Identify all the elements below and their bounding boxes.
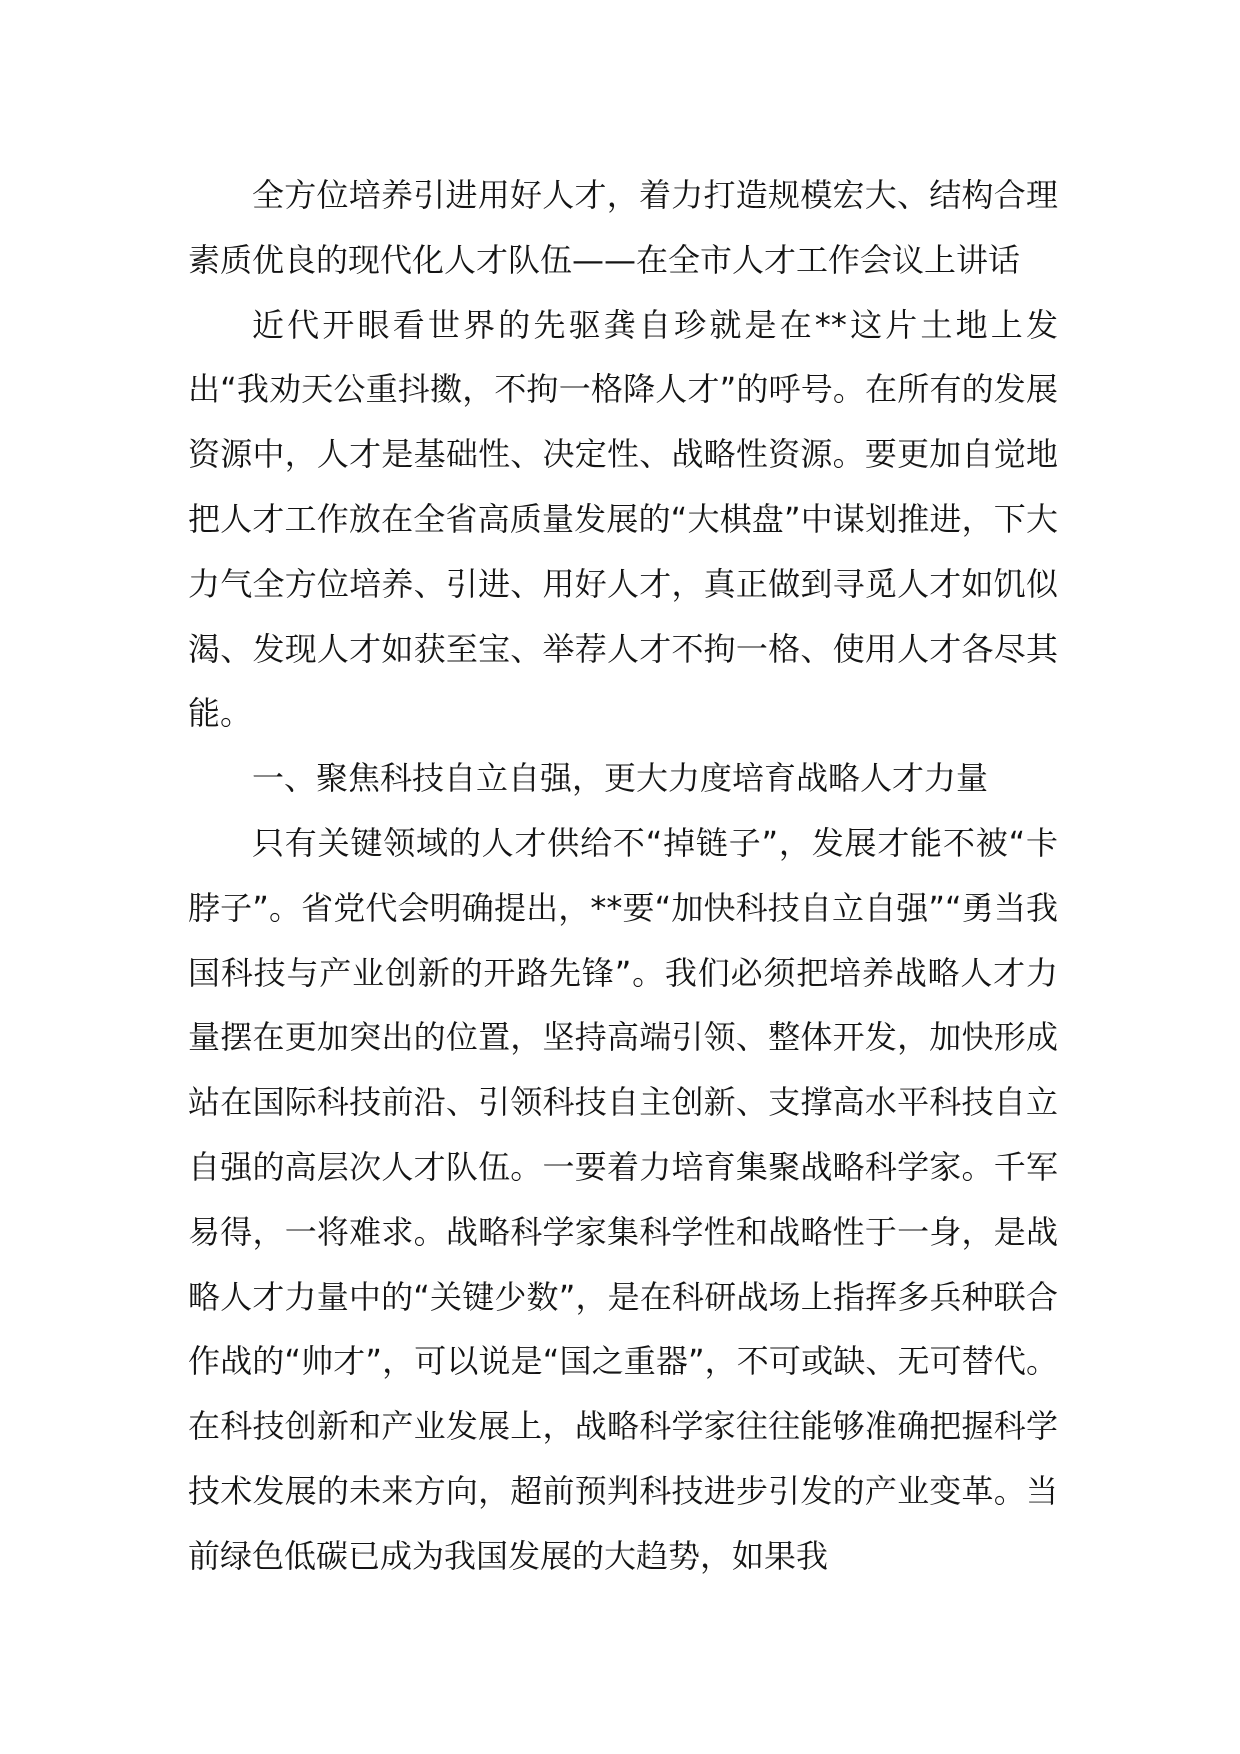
section-1-paragraph: 只有关键领域的人才供给不“掉链子”，发展才能不被“卡脖子”。省党代会明确提出，**要“加快科技自立自强”“勇当我国科技与产业创新的开路先锋”。我们必须把培养战略人才力量摆在更加突出的位置，坚持高端引领、整体开发，加快形成站在国际科技前沿、引领科技自主创新、支撑高水平科技自立自强的高层次人才队伍。一要着力培育集聚战略科学家。千军易得，一将难求。战略科学家集科学性和战略性于一身，是战略人才力量中的“关键少数”，是在科研战场上指挥多兵种联合作战的“帅才”，可以说是“国之重器”，不可或缺、无可替代。在科技创新和产业发展上，战略科学家往往能够准确把握科学技术发展的未来方向，超前预判科技进步引发的产业变革。当前绿色低碳已成为我国发展的大趋势，如果我 <box>188 823 1058 1575</box>
section-heading-1: 一、聚焦科技自立自强，更大力度培育战略人才力量 <box>252 759 989 798</box>
document-title: 全方位培养引进用好人才，着力打造规模宏大、结构合理素质优良的现代化人才队伍——在全市人才工作会议上讲话 <box>188 176 1058 279</box>
intro-paragraph: 近代开眼看世界的先驱龚自珍就是在**这片土地上发出“我劝天公重抖擞，不拘一格降人才”的呼号。在所有的发展资源中，人才是基础性、决定性、战略性资源。要更加自觉地把人才工作放在全省高质量发展的“大棋盘”中谋划推进，下大力气全方位培养、引进、用好人才，真正做到寻觅人才如饥似渴、发现人才如获至宝、举荐人才不拘一格、使用人才各尽其能。 <box>188 305 1058 733</box>
document-body <box>188 163 1058 1589</box>
